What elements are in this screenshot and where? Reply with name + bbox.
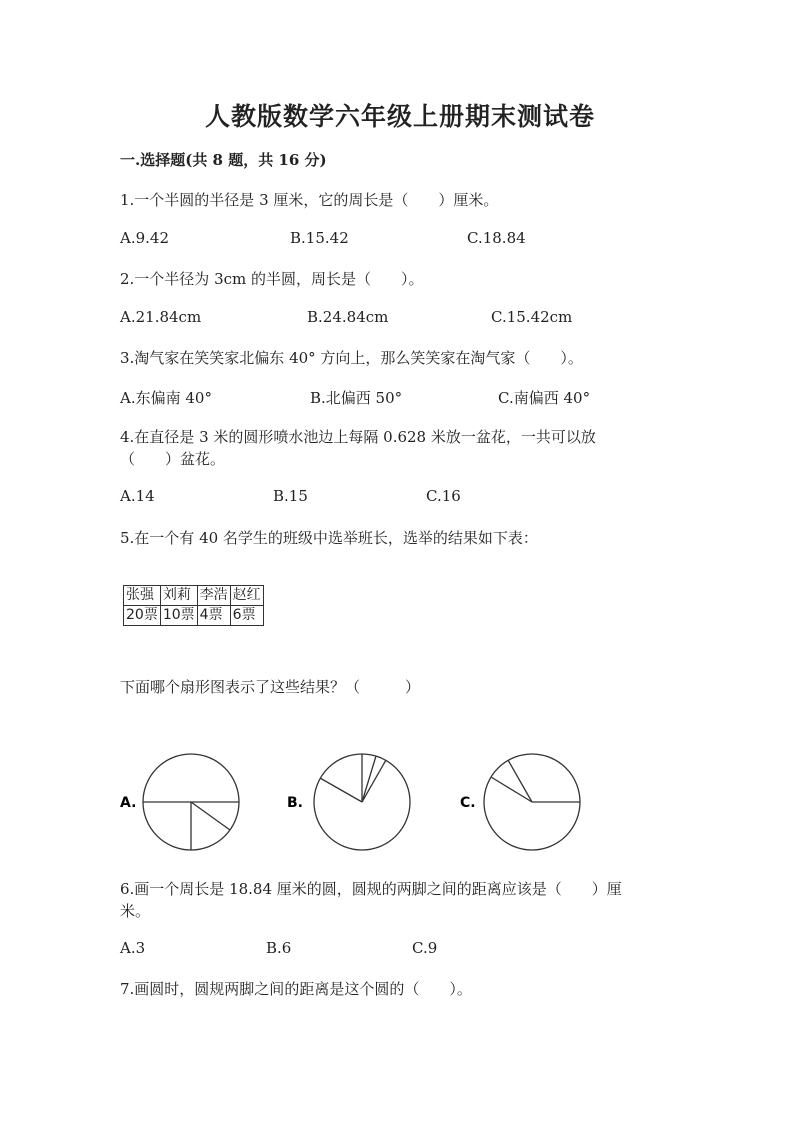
table-header-cell: 刘莉 xyxy=(160,586,197,606)
question-3-stem: 3.淘气家在笑笑家北偏东 40° 方向上，那么笑笑家在淘气家（ ）。 xyxy=(120,349,583,367)
question-1-option-b[interactable]: B.15.42 xyxy=(290,229,349,247)
pie-label-c: C. xyxy=(460,795,476,811)
question-3-option-b[interactable]: B.北偏西 50° xyxy=(310,389,403,407)
table-row xyxy=(124,606,264,626)
question-4-option-c[interactable]: C.16 xyxy=(426,487,461,505)
question-1-stem: 1.一个半圆的半径是 3 厘米，它的周长是（ ）厘米。 xyxy=(120,191,499,209)
pie-b-sector-line xyxy=(320,778,362,802)
table-cell: 20票 xyxy=(124,606,161,626)
page-title: 人教版数学六年级上册期末测试卷 xyxy=(204,102,595,131)
pie-b-sector-line xyxy=(362,760,386,802)
table-cell: 4票 xyxy=(197,606,230,626)
pie-option-a[interactable] xyxy=(120,754,239,850)
question-1-option-a[interactable]: A.9.42 xyxy=(120,229,169,247)
table-row xyxy=(124,586,264,606)
section-heading: 一.选择题(共 8 题，共 16 分) xyxy=(120,151,327,169)
pie-option-b[interactable] xyxy=(287,754,410,850)
question-6-stem-line-2: 米。 xyxy=(120,902,151,920)
question-1-option-c[interactable]: C.18.84 xyxy=(467,229,526,247)
question-4-stem-line-1: 4.在直径是 3 米的圆形喷水池边上每隔 0.628 米放一盆花，一共可以放 xyxy=(120,428,596,446)
table-cell: 10票 xyxy=(160,606,197,626)
question-2-stem: 2.一个半径为 3cm 的半圆，周长是（ ）。 xyxy=(120,270,424,288)
table-header-cell: 张强 xyxy=(124,586,161,606)
pie-label-b: B. xyxy=(287,795,303,811)
question-3-option-c[interactable]: C.南偏西 40° xyxy=(498,389,591,407)
pie-c-sector-line xyxy=(491,777,532,802)
vote-results-table xyxy=(123,585,264,626)
question-2-option-b[interactable]: B.24.84cm xyxy=(307,308,389,326)
question-2-option-a[interactable]: A.21.84cm xyxy=(120,308,202,326)
pie-option-c[interactable] xyxy=(460,754,580,850)
table-header-cell: 李浩 xyxy=(197,586,230,606)
table-header-cell: 赵红 xyxy=(230,586,263,606)
pie-label-a: A. xyxy=(120,795,137,811)
question-6-stem-line-1: 6.画一个周长是 18.84 厘米的圆，圆规的两脚之间的距离应该是（ ）厘 xyxy=(120,880,622,898)
pie-c-sector-line xyxy=(508,760,532,802)
table-cell: 6票 xyxy=(230,606,263,626)
question-4-stem-line-2: （ ）盆花。 xyxy=(120,450,226,468)
pie-a-sector-line xyxy=(191,802,230,830)
question-3-option-a[interactable]: A.东偏南 40° xyxy=(120,389,212,407)
pie-b-sector-line xyxy=(362,756,376,802)
question-4-option-b[interactable]: B.15 xyxy=(273,487,308,505)
question-6-option-a[interactable]: A.3 xyxy=(120,939,146,957)
question-6-option-c[interactable]: C.9 xyxy=(412,939,438,957)
question-5-followup: 下面哪个扇形图表示了这些结果？（ ） xyxy=(120,678,421,696)
question-5-stem: 5.在一个有 40 名学生的班级中选举班长，选举的结果如下表： xyxy=(120,529,538,547)
question-6-option-b[interactable]: B.6 xyxy=(266,939,292,957)
question-2-option-c[interactable]: C.15.42cm xyxy=(491,308,573,326)
question-4-option-a[interactable]: A.14 xyxy=(120,487,155,505)
question-7-stem: 7.画圆时，圆规两脚之间的距离是这个圆的（ ）。 xyxy=(120,980,472,998)
pie-chart-options xyxy=(0,740,800,860)
